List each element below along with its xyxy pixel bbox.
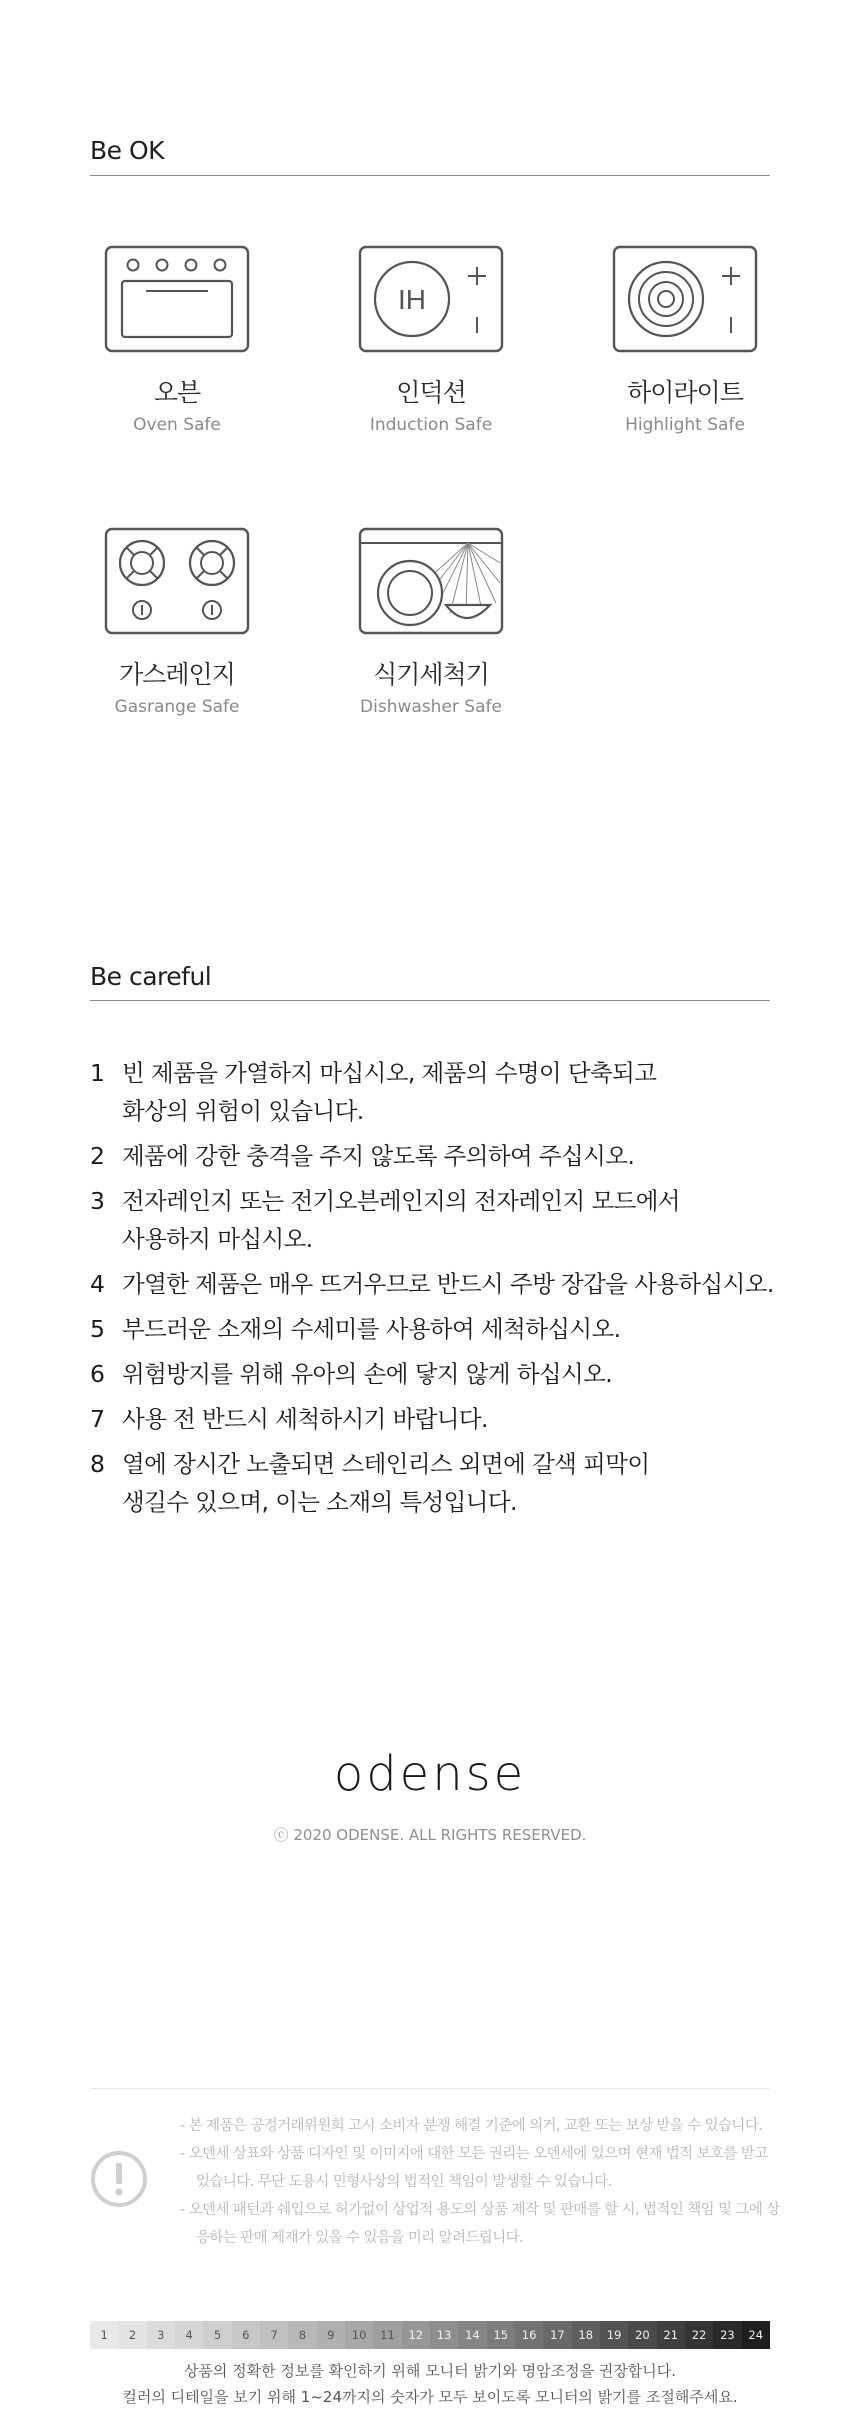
copyright-text: ⓒ 2020 ODENSE. ALL RIGHTS RESERVED.: [273, 1826, 587, 1844]
dishwasher-label-ko: 식기세척기: [373, 660, 489, 689]
caution-text: 빈 제품을 가열하지 마십시오, 제품의 수명이 단축되고 화상의 위험이 있습니다.: [122, 1059, 657, 1125]
brightness-scale-cell: 20: [628, 2321, 656, 2349]
caution-item: [90, 1265, 790, 1303]
brightness-scale-cell: 8: [288, 2321, 316, 2349]
brightness-scale-cell: 9: [317, 2321, 345, 2349]
notice-item: - 본 제품은 공정거래위원회 고시 소비자 분쟁 해결 기준에 의거, 교환 또는 보상 받을 수 있습니다.: [180, 2118, 763, 2134]
notice-item: - 오덴세 상표와 상품 디자인 및 이미지에 대한 모든 권리는 오덴세에 있으며 현재 법적 보호를 받고 있습니다. 무단 도용시 민형사상의 법적인 책임이 발생할 수 있습니다.: [180, 2146, 768, 2190]
caution-text: 가열한 제품은 매우 뜨거우므로 반드시 주방 장갑을 사용하십시오.: [122, 1270, 774, 1298]
gasrange-label-ko: 가스레인지: [119, 660, 235, 689]
induction-glyph: IH: [398, 284, 426, 315]
brightness-scale-cell: 3: [147, 2321, 175, 2349]
brightness-scale-cell: 21: [657, 2321, 685, 2349]
caution-item: [90, 1400, 790, 1438]
dishwasher-safe-item: [346, 527, 516, 717]
brightness-scale-cell: 12: [402, 2321, 430, 2349]
be-careful-divider: [90, 1000, 770, 1001]
highlight-label-en: Highlight Safe: [625, 415, 745, 435]
caution-text: 부드러운 소재의 수세미를 사용하여 세척하십시오.: [122, 1315, 621, 1343]
caution-item: [90, 1355, 790, 1393]
caution-text: 사용 전 반드시 세척하시기 바랍니다.: [122, 1405, 488, 1433]
notice-item: - 오덴세 패턴과 쉐입으로 허가없이 상업적 용도의 상품 제작 및 판매를 할 시, 법적인 책임 및 그에 상응하는 판매 제재가 있을 수 있음을 미리 알려드립니다.: [180, 2202, 780, 2246]
induction-label-ko: 인덕션: [396, 378, 466, 407]
caution-number: 4: [90, 1270, 105, 1298]
oven-label-en: Oven Safe: [133, 415, 221, 435]
brightness-scale-cell: 18: [572, 2321, 600, 2349]
oven-safe-item: [92, 245, 262, 435]
brightness-scale-cell: 1: [90, 2321, 118, 2349]
caution-list: [90, 1054, 790, 1528]
brightness-scale-cell: 23: [713, 2321, 741, 2349]
exclamation-circle-icon: [90, 2150, 148, 2208]
caution-item: [90, 1137, 790, 1175]
caution-number: 3: [90, 1187, 105, 1215]
brightness-scale-cell: 22: [685, 2321, 713, 2349]
highlight-icon: [612, 245, 758, 355]
oven-icon: [104, 245, 250, 355]
brightness-scale-cell: 16: [515, 2321, 543, 2349]
brightness-scale-cell: 17: [543, 2321, 571, 2349]
gasrange-label-en: Gasrange Safe: [114, 697, 240, 717]
brightness-scale-cell: 4: [175, 2321, 203, 2349]
caution-item: [90, 1182, 790, 1258]
brightness-scale-cell: 14: [458, 2321, 486, 2349]
be-ok-divider: [90, 175, 770, 176]
caution-item: [90, 1445, 790, 1521]
brightness-scale-cell: 13: [430, 2321, 458, 2349]
induction-label-en: Induction Safe: [369, 415, 493, 435]
footnote-line-1: 상품의 정확한 정보를 확인하기 위해 모니터 밝기와 명암조정을 권장합니다.: [183, 2362, 677, 2380]
caution-text: 제품에 강한 충격을 주지 않도록 주의하여 주십시오.: [122, 1142, 635, 1170]
caution-number: 1: [90, 1059, 105, 1087]
brightness-scale-cell: 24: [742, 2321, 770, 2349]
caution-number: 5: [90, 1315, 105, 1343]
be-ok-title: Be OK: [90, 136, 165, 165]
oven-label-ko: 오븐: [153, 378, 201, 407]
footnote-line-2: 컬러의 디테일을 보기 위해 1~24까지의 숫자가 모두 보이도록 모니터의 밝기를 조절해주세요.: [122, 2388, 738, 2406]
brightness-scale-cell: 7: [260, 2321, 288, 2349]
caution-item: [90, 1310, 790, 1348]
brightness-scale-cell: 5: [203, 2321, 231, 2349]
highlight-label-ko: 하이라이트: [627, 378, 743, 407]
brightness-scale-cell: 2: [118, 2321, 146, 2349]
induction-safe-item: [346, 245, 516, 435]
odense-logo: odense: [333, 1746, 527, 1802]
caution-item: [90, 1054, 790, 1130]
brightness-scale-cell: 10: [345, 2321, 373, 2349]
brightness-scale: [90, 2321, 770, 2349]
be-careful-title: Be careful: [90, 962, 212, 991]
gasrange-safe-item: [92, 527, 262, 717]
caution-text: 전자레인지 또는 전기오븐레인지의 전자레인지 모드에서 사용하지 마십시오.: [122, 1187, 680, 1253]
dishwasher-label-en: Dishwasher Safe: [360, 697, 502, 717]
induction-icon: [358, 245, 504, 355]
dishwasher-icon: [358, 527, 504, 637]
caution-number: 7: [90, 1405, 105, 1433]
brightness-scale-cell: 6: [232, 2321, 260, 2349]
caution-text: 위험방지를 위해 유아의 손에 닿지 않게 하십시오.: [122, 1360, 613, 1388]
brightness-scale-cell: 19: [600, 2321, 628, 2349]
notice-list: [180, 2112, 780, 2252]
notice-divider: [90, 2088, 770, 2089]
gas-range-icon: [104, 527, 250, 637]
brightness-scale-cell: 11: [373, 2321, 401, 2349]
caution-number: 2: [90, 1142, 105, 1170]
caution-text: 열에 장시간 노출되면 스테인리스 외면에 갈색 피막이 생길수 있으며, 이는 소재의 특성입니다.: [122, 1450, 650, 1516]
caution-number: 6: [90, 1360, 105, 1388]
caution-number: 8: [90, 1450, 105, 1478]
brightness-scale-cell: 15: [487, 2321, 515, 2349]
highlight-safe-item: [600, 245, 770, 435]
